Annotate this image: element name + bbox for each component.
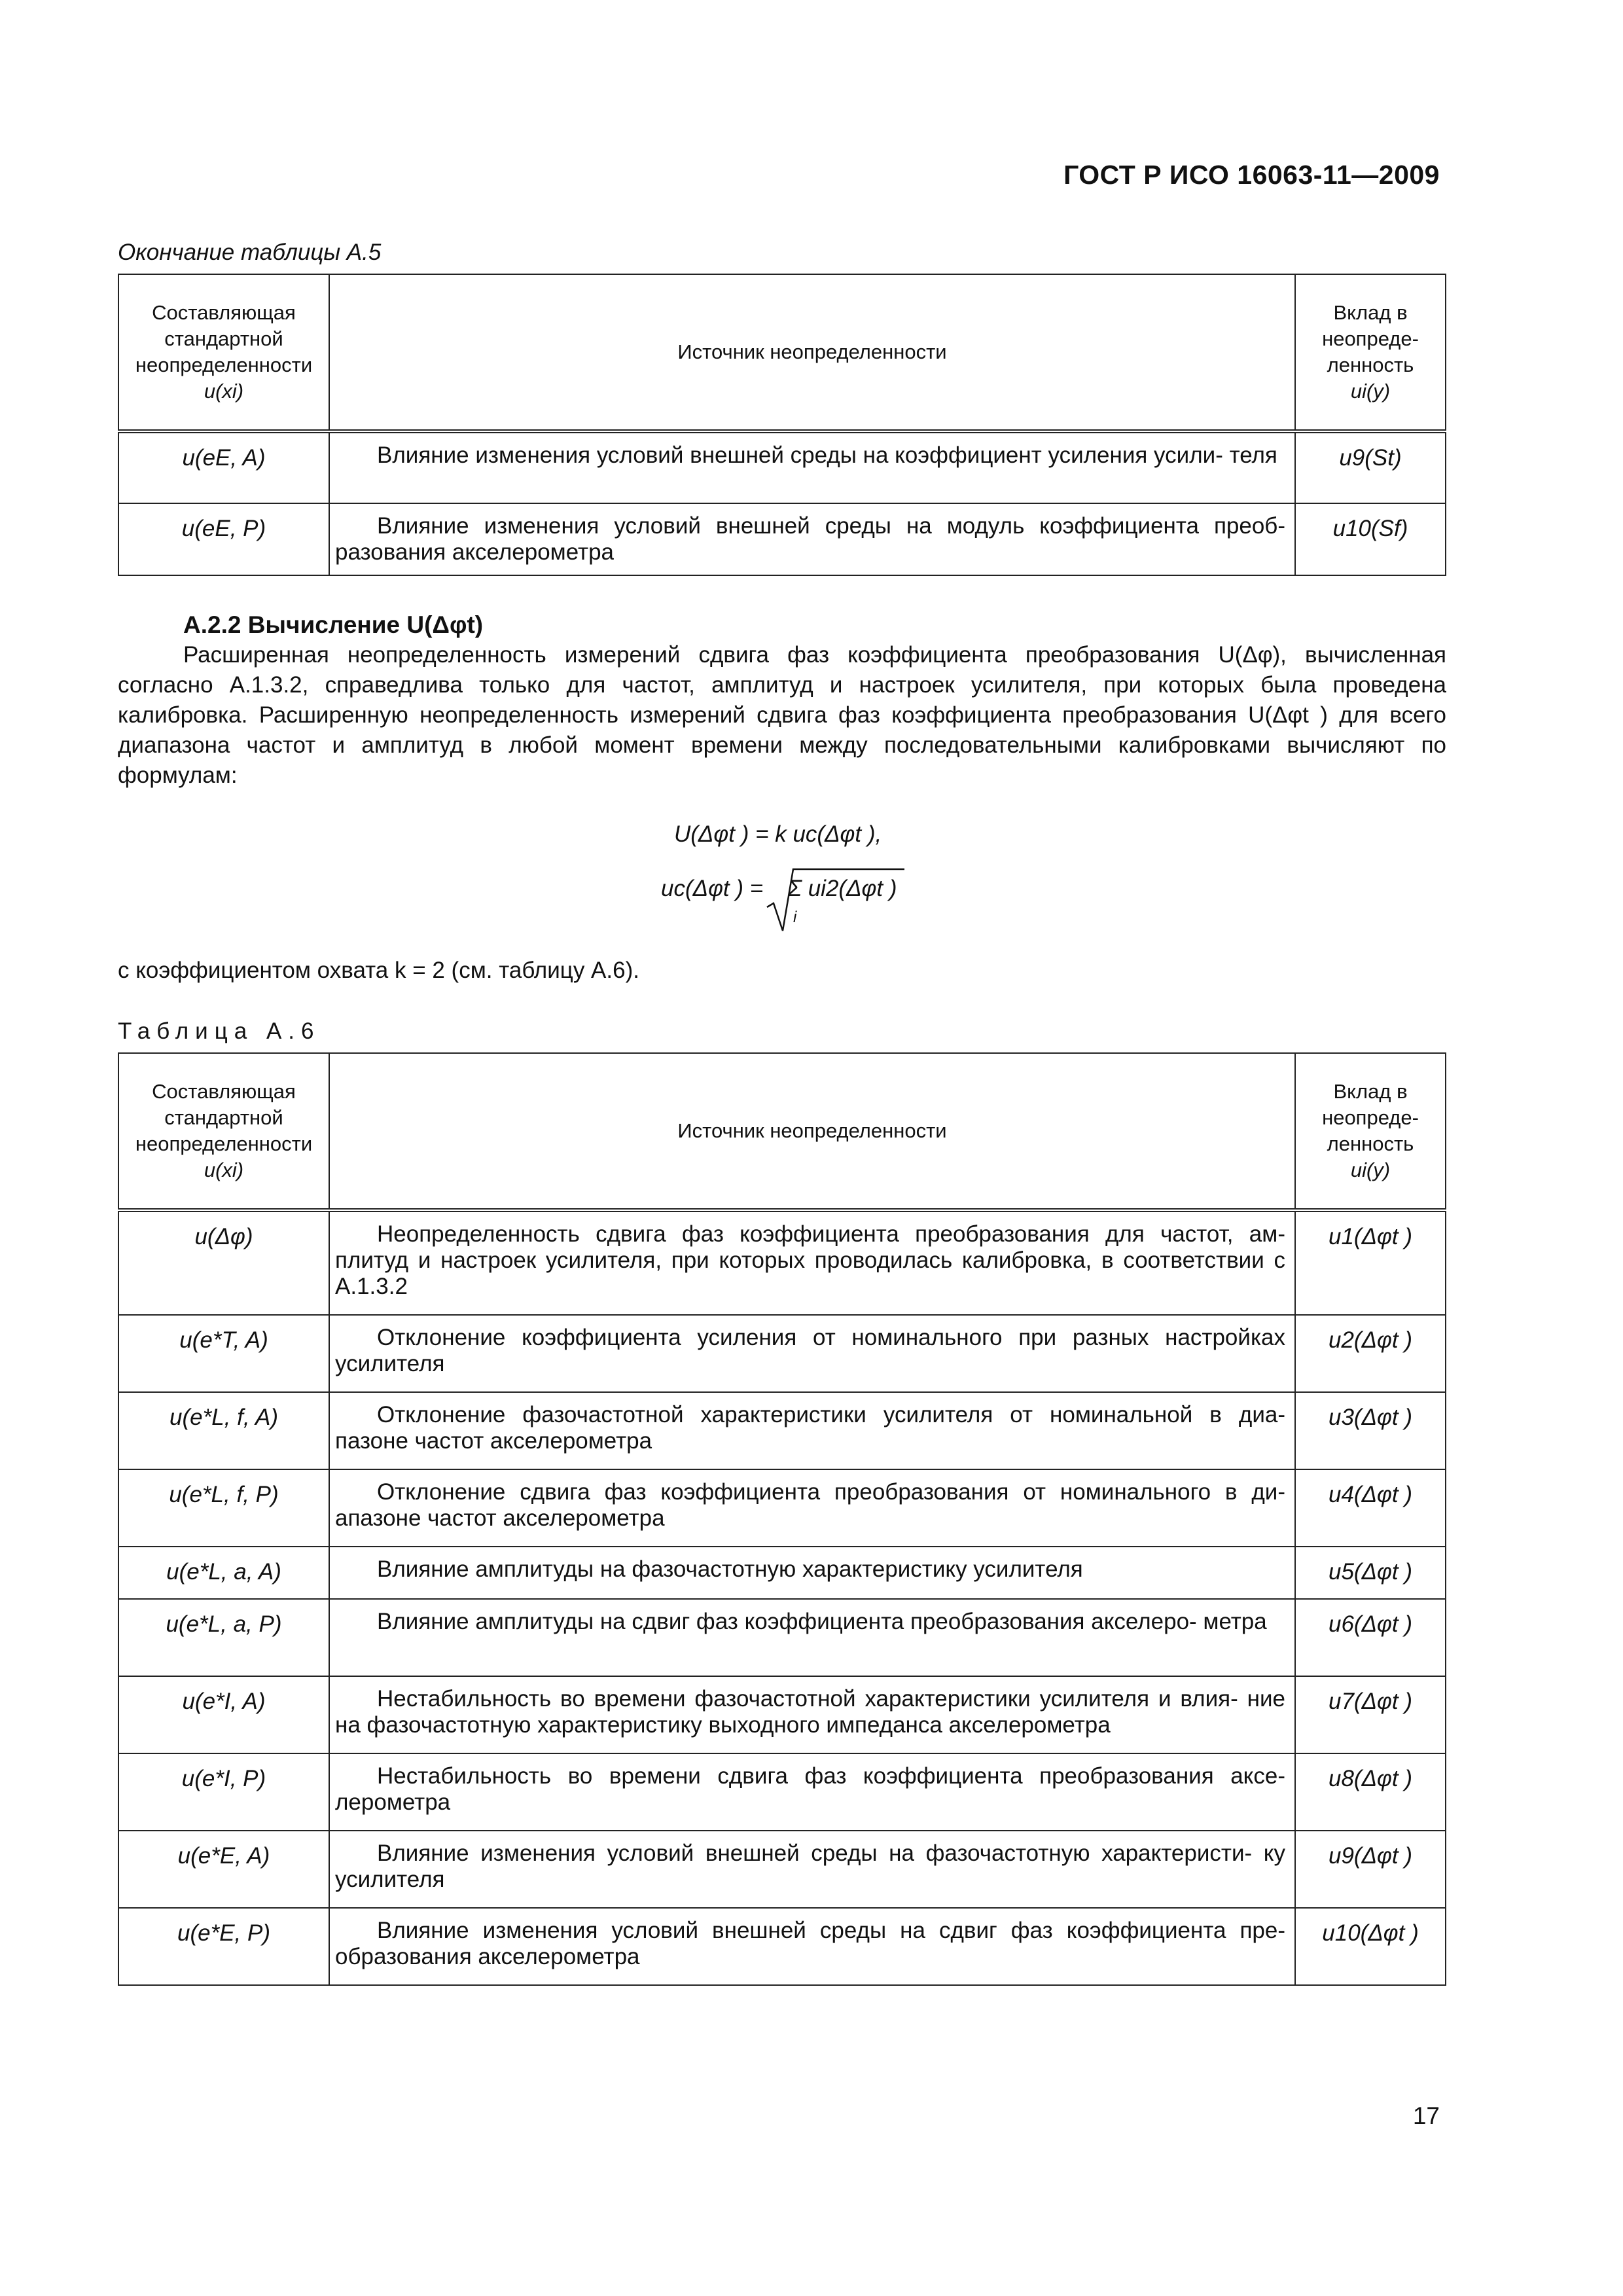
- component-symbol: u(Δφ): [118, 1210, 329, 1315]
- table-row: [118, 431, 1446, 503]
- table-a6-caption: Таблица А.6: [118, 1018, 321, 1044]
- formula-expanded-uncertainty: U(Δφt ) = k uc(Δφt ),: [674, 821, 882, 847]
- component-symbol: u(e*T, A): [118, 1315, 329, 1392]
- table-a6-header-contribution: [1295, 1053, 1446, 1210]
- contribution-symbol: u6(Δφt ): [1295, 1599, 1446, 1676]
- table-row: [118, 1831, 1446, 1908]
- source-text: Нестабильность во времени фазочастотной характеристики усилителя и влия- ние на фазочастотную характеристику выходного импеданса акселерометра: [335, 1686, 1285, 1738]
- component-symbol: u(e*I, P): [118, 1753, 329, 1831]
- table-row: [118, 1315, 1446, 1392]
- uncertainty-source: [329, 503, 1295, 575]
- table-row: [118, 1547, 1446, 1599]
- contribution-symbol: u1(Δφt ): [1295, 1210, 1446, 1315]
- uncertainty-source: [329, 1753, 1295, 1831]
- source-text: Неопределенность сдвига фаз коэффициента преобразования для частот, ам- плитуд и настроек усилителя, при которых проводилась калибровка, в соответствии с А.1.3.2: [335, 1221, 1285, 1299]
- uncertainty-source: [329, 1676, 1295, 1753]
- table-row: [118, 503, 1446, 575]
- table-a5-header-component: [118, 274, 329, 431]
- contribution-symbol: u8(Δφt ): [1295, 1753, 1446, 1831]
- component-symbol: u(e*E, A): [118, 1831, 329, 1908]
- source-text: Влияние изменения условий внешней среды на сдвиг фаз коэффициента пре- образования акселерометра: [335, 1918, 1285, 1969]
- source-text: Влияние изменения условий внешней среды на коэффициент усиления усили- теля: [377, 442, 1277, 468]
- contribution-symbol: u9(St): [1295, 431, 1446, 503]
- header-component-label: Составляющая стандартной неопределенности: [135, 1080, 313, 1155]
- source-text: Нестабильность во времени сдвига фаз коэффициента преобразования аксе- лерометра: [335, 1763, 1285, 1815]
- uncertainty-source: [329, 1315, 1295, 1392]
- header-contribution-label: Вклад в неопреде- ленность: [1322, 301, 1419, 376]
- source-text: Влияние изменения условий внешней среды на фазочастотную характеристи- ку усилителя: [335, 1840, 1285, 1892]
- contribution-symbol: u2(Δφt ): [1295, 1315, 1446, 1392]
- formula-combined-uncertainty-rhs: Σ ui2(Δφt ): [788, 876, 897, 901]
- table-a5-header-contribution: [1295, 274, 1446, 431]
- contribution-symbol: u5(Δφt ): [1295, 1547, 1446, 1599]
- component-symbol: u(e*I, A): [118, 1676, 329, 1753]
- table-row: [118, 1469, 1446, 1547]
- formula-combined-uncertainty-lhs: uc(Δφt ) =: [661, 876, 764, 901]
- section-heading: А.2.2 Вычисление U(Δφt): [183, 611, 484, 638]
- source-text: Влияние амплитуды на фазочастотную характеристику усилителя: [377, 1556, 1083, 1582]
- component-symbol: u(e*E, P): [118, 1908, 329, 1985]
- section-paragraph: Расширенная неопределенность измерений сдвига фаз коэффициента преобразования U(Δφ), вычисленная согласно А.1.3.2, справедлива только для частот, амплитуд и настроек усилителя, при которых была проведена калибровка. Расширенную неопределенность измерений сдвига фаз коэффициента преобразования U(Δφt ) для всего диапазона частот и амплитуд в любой момент времени между последовательными калибровками вычисляют по формулам:: [118, 642, 1446, 788]
- contribution-symbol: u4(Δφt ): [1295, 1469, 1446, 1547]
- component-symbol: u(e*L, f, A): [118, 1392, 329, 1469]
- uncertainty-source: [329, 1392, 1295, 1469]
- table-row: [118, 1753, 1446, 1831]
- table-row: [118, 1392, 1446, 1469]
- header-component-label: Составляющая стандартной неопределенности: [135, 301, 313, 376]
- table-row: [118, 1676, 1446, 1753]
- source-text: Отклонение коэффициента усиления от номинального при разных настройках усилителя: [335, 1325, 1285, 1376]
- contribution-symbol: u3(Δφt ): [1295, 1392, 1446, 1469]
- table-a6-header-source: Источник неопределенности: [329, 1053, 1295, 1210]
- table-row: [118, 1599, 1446, 1676]
- table-row: [118, 1908, 1446, 1985]
- source-text: Влияние амплитуды на сдвиг фаз коэффициента преобразования акселеро- метра: [377, 1609, 1267, 1634]
- component-symbol: u(eE, P): [118, 503, 329, 575]
- uncertainty-source: [329, 1469, 1295, 1547]
- header-component-symbol: u(xi): [204, 380, 244, 403]
- uncertainty-source: [329, 431, 1295, 503]
- coverage-note: [118, 956, 1446, 986]
- table-row: [118, 1210, 1446, 1315]
- section-a22: [118, 610, 1446, 791]
- source-text: Отклонение сдвига фаз коэффициента преобразования от номинального в ди- апазоне частот акселерометра: [335, 1479, 1285, 1531]
- coverage-note-text: с коэффициентом охвата k = 2 (см. таблицу А.6).: [118, 958, 639, 983]
- component-symbol: u(e*L, a, A): [118, 1547, 329, 1599]
- document-standard-header: ГОСТ Р ИСО 16063-11—2009: [1063, 160, 1440, 190]
- page-number: 17: [1412, 2102, 1440, 2129]
- uncertainty-source: [329, 1210, 1295, 1315]
- header-contribution-symbol: ui(y): [1350, 1158, 1391, 1181]
- source-text: Отклонение фазочастотной характеристики усилителя от номинальной в диа- пазоне частот акселерометра: [335, 1402, 1285, 1454]
- uncertainty-source: [329, 1908, 1295, 1985]
- table-a5-caption: Окончание таблицы А.5: [118, 240, 382, 265]
- header-contribution-label: Вклад в неопреде- ленность: [1322, 1080, 1419, 1155]
- component-symbol: u(eE, A): [118, 431, 329, 503]
- uncertainty-source: [329, 1831, 1295, 1908]
- contribution-symbol: u10(Sf): [1295, 503, 1446, 575]
- uncertainty-source: [329, 1599, 1295, 1676]
- table-a6: [118, 1052, 1446, 1986]
- formula-sum-index: i: [793, 908, 797, 926]
- table-a5: [118, 274, 1446, 576]
- table-a6-header-component: [118, 1053, 329, 1210]
- table-a5-header-source: Источник неопределенности: [329, 274, 1295, 431]
- contribution-symbol: u10(Δφt ): [1295, 1908, 1446, 1985]
- header-component-symbol: u(xi): [204, 1158, 244, 1181]
- header-contribution-symbol: ui(y): [1350, 380, 1391, 403]
- source-text: Влияние изменения условий внешней среды на модуль коэффициента преоб- разования акселерометра: [335, 513, 1285, 565]
- uncertainty-source: [329, 1547, 1295, 1599]
- contribution-symbol: u9(Δφt ): [1295, 1831, 1446, 1908]
- component-symbol: u(e*L, a, P): [118, 1599, 329, 1676]
- component-symbol: u(e*L, f, P): [118, 1469, 329, 1547]
- contribution-symbol: u7(Δφt ): [1295, 1676, 1446, 1753]
